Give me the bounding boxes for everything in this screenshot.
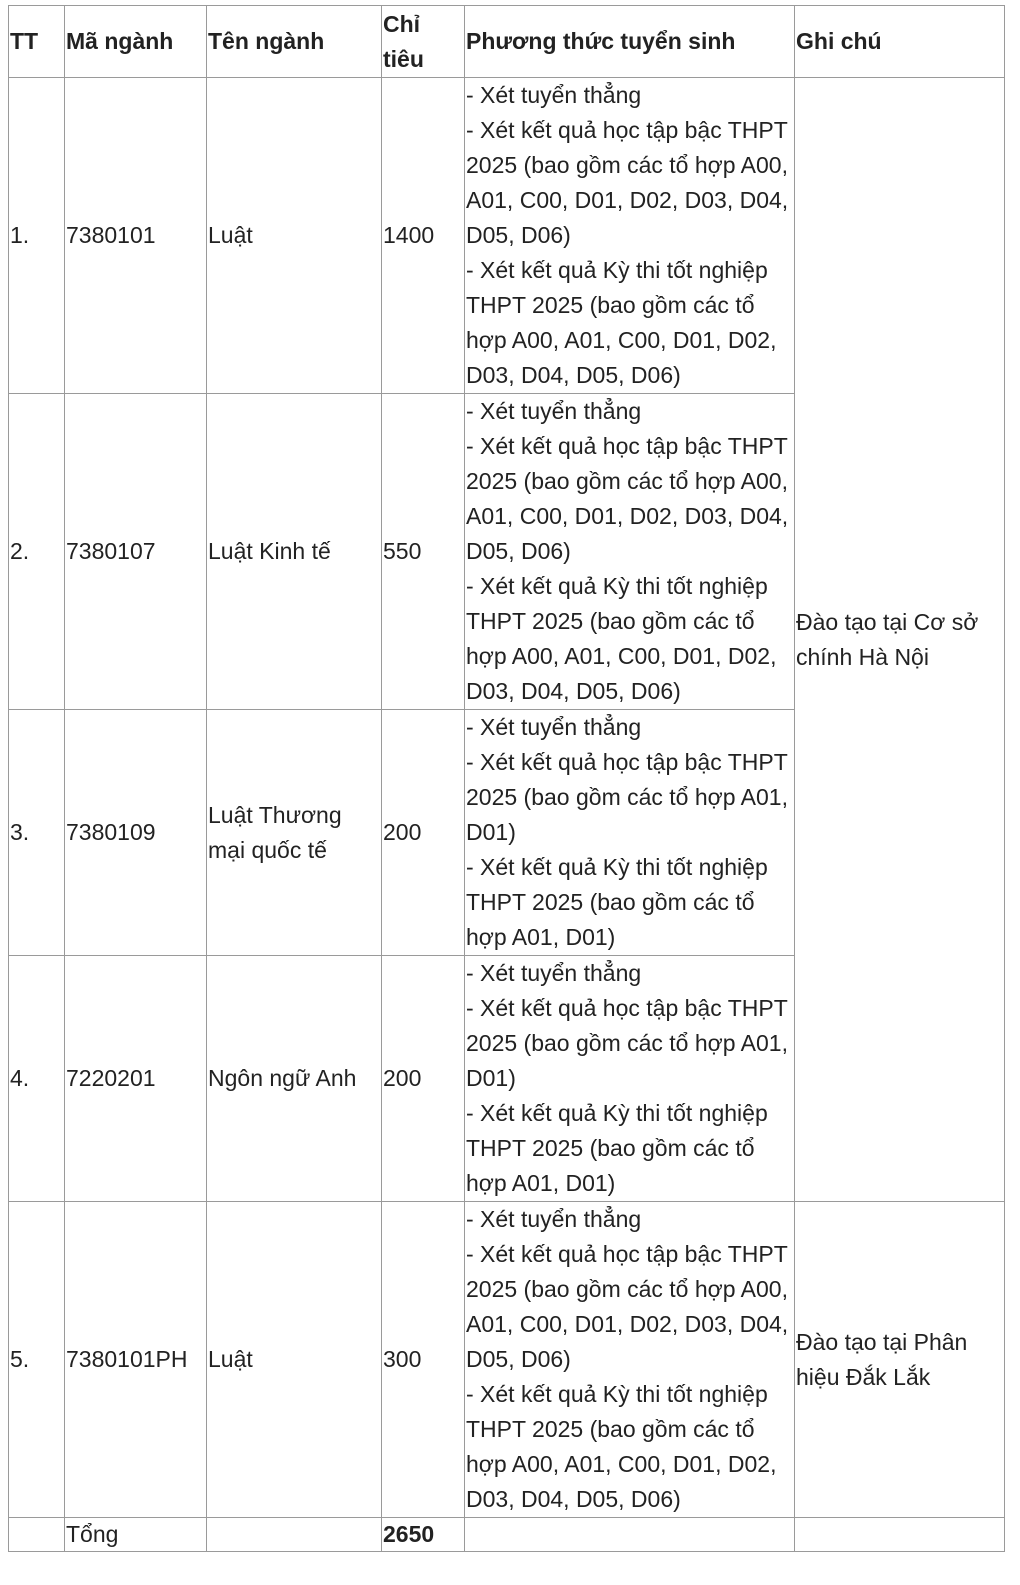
note-daklak: Đào tạo tại Phân hiệu Đắk Lắk [795, 1202, 1005, 1518]
row-code: 7380107 [65, 394, 207, 710]
method-item: - Xét kết quả học tập bậc THPT 2025 (bao gồm các tổ hợp A00, A01, C00, D01, D02, D03, D04, D05, D06) [466, 433, 789, 564]
method-item: - Xét kết quả học tập bậc THPT 2025 (bao gồm các tổ hợp A00, A01, C00, D01, D02, D03, D04, D05, D06) [466, 117, 789, 248]
row-methods [465, 956, 795, 1202]
row-code: 7380101 [65, 78, 207, 394]
method-item: - Xét kết quả học tập bậc THPT 2025 (bao gồm các tổ hợp A01, D01) [466, 995, 788, 1091]
total-empty-cell [465, 1518, 795, 1552]
header-row [9, 6, 1005, 78]
row-tt: 4. [9, 956, 65, 1202]
method-item: - Xét kết quả Kỳ thi tốt nghiệp THPT 2025 (bao gồm các tổ hợp A00, A01, C00, D01, D02, D03, D04, D05, D06) [466, 573, 777, 704]
row-code: 7380101PH [65, 1202, 207, 1518]
row-quota: 200 [382, 710, 465, 956]
row-methods [465, 394, 795, 710]
row-quota: 550 [382, 394, 465, 710]
row-methods [465, 710, 795, 956]
method-item: - Xét kết quả Kỳ thi tốt nghiệp THPT 2025 (bao gồm các tổ hợp A00, A01, C00, D01, D02, D03, D04, D05, D06) [466, 1381, 777, 1512]
row-name: Luật [207, 78, 382, 394]
method-item: - Xét kết quả học tập bậc THPT 2025 (bao gồm các tổ hợp A01, D01) [466, 749, 788, 845]
total-label: Tổng [65, 1518, 207, 1552]
row-code: 7380109 [65, 710, 207, 956]
header-quota: Chỉ tiêu [382, 6, 465, 78]
row-name: Luật [207, 1202, 382, 1518]
method-item: - Xét tuyển thẳng [466, 960, 642, 986]
method-item: - Xét kết quả Kỳ thi tốt nghiệp THPT 2025 (bao gồm các tổ hợp A00, A01, C00, D01, D02, D03, D04, D05, D06) [466, 257, 777, 388]
total-empty-cell [9, 1518, 65, 1552]
method-item: - Xét tuyển thẳng [466, 398, 642, 424]
row-tt: 1. [9, 78, 65, 394]
row-tt: 5. [9, 1202, 65, 1518]
row-tt: 3. [9, 710, 65, 956]
header-method: Phương thức tuyển sinh [465, 6, 795, 78]
note-hanoi: Đào tạo tại Cơ sở chính Hà Nội [795, 78, 1005, 1202]
total-value: 2650 [382, 1518, 465, 1552]
header-note: Ghi chú [795, 6, 1005, 78]
row-tt: 2. [9, 394, 65, 710]
method-item: - Xét kết quả Kỳ thi tốt nghiệp THPT 2025 (bao gồm các tổ hợp A01, D01) [466, 854, 768, 950]
row-quota: 300 [382, 1202, 465, 1518]
table-row [9, 1202, 1005, 1518]
admissions-table [8, 5, 1005, 1552]
row-name: Luật Kinh tế [207, 394, 382, 710]
method-item: - Xét kết quả học tập bậc THPT 2025 (bao gồm các tổ hợp A00, A01, C00, D01, D02, D03, D04, D05, D06) [466, 1241, 789, 1372]
row-name: Ngôn ngữ Anh [207, 956, 382, 1202]
row-code: 7220201 [65, 956, 207, 1202]
method-item: - Xét tuyển thẳng [466, 714, 642, 740]
total-empty-cell [795, 1518, 1005, 1552]
header-tt: TT [9, 6, 65, 78]
row-name: Luật Thương mại quốc tế [207, 710, 382, 956]
method-item: - Xét tuyển thẳng [466, 82, 642, 108]
table-row [9, 78, 1005, 394]
row-quota: 200 [382, 956, 465, 1202]
row-methods [465, 78, 795, 394]
header-code: Mã ngành [65, 6, 207, 78]
method-item: - Xét kết quả Kỳ thi tốt nghiệp THPT 2025 (bao gồm các tổ hợp A01, D01) [466, 1100, 768, 1196]
row-methods [465, 1202, 795, 1518]
method-item: - Xét tuyển thẳng [466, 1206, 642, 1232]
row-quota: 1400 [382, 78, 465, 394]
total-empty-cell [207, 1518, 382, 1552]
total-row [9, 1518, 1005, 1552]
header-name: Tên ngành [207, 6, 382, 78]
